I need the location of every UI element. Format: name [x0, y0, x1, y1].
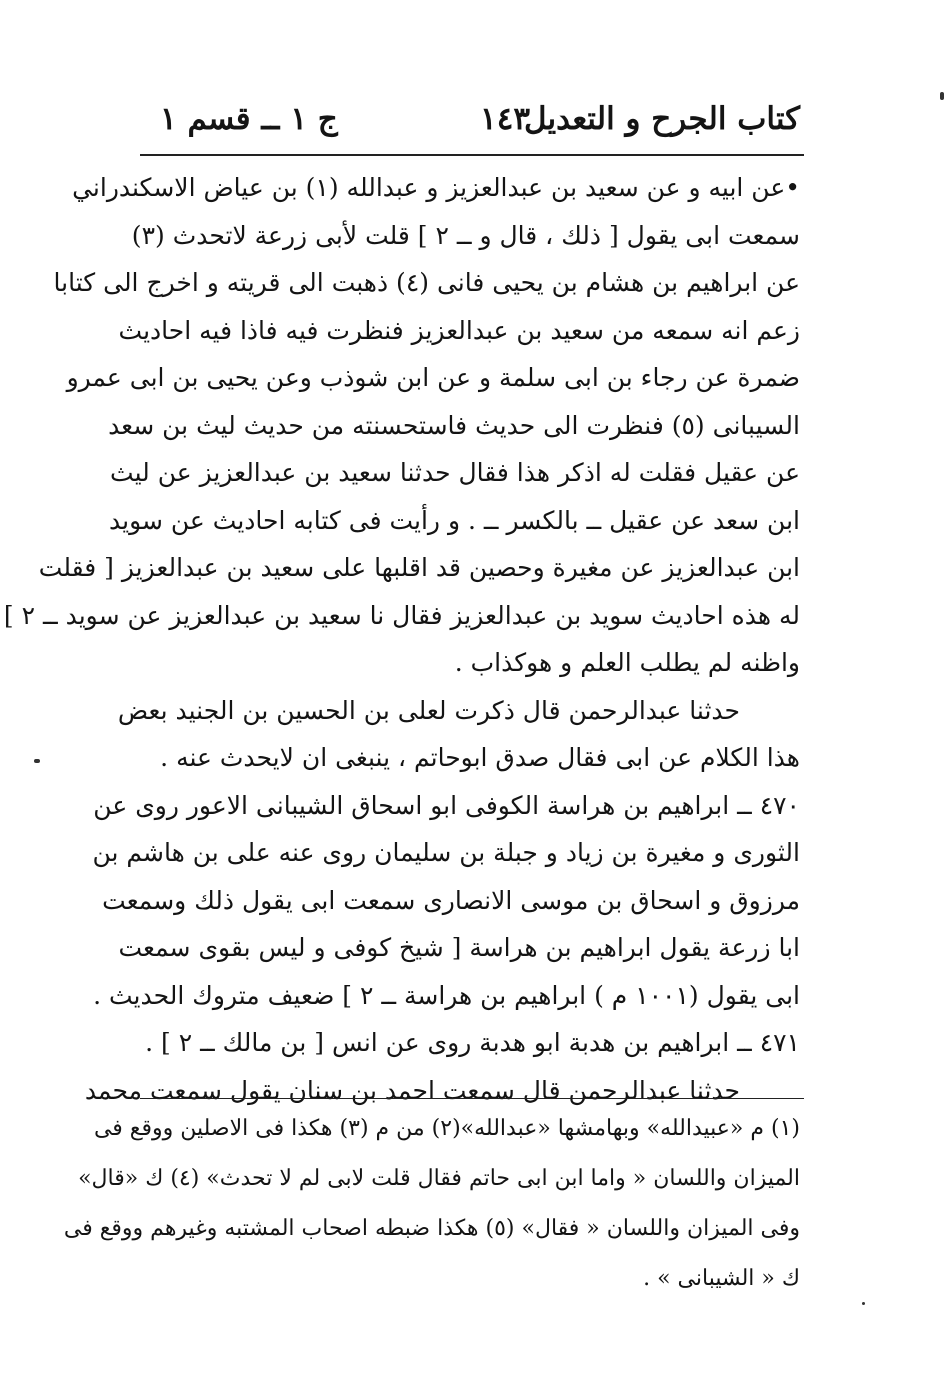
text-line: مرزوق و اسحاق بن موسى الانصارى سمعت ابى يقول ذلك وسمعت [102, 885, 800, 915]
footnotes [63, 1104, 800, 1304]
entry-line: ٤٧١ ــ ابراهيم بن هدبة ابو هدبة روى عن انس [ بن مالك ــ ٢ ] . [145, 1028, 800, 1057]
text-line: هذا الكلام عن ابى فقال صدق ابوحاتم ، ينبغى ان لايحدث عنه . [160, 743, 800, 772]
footnote-line: (١) م «عبيدالله» وبهامشها «عبدالله»(٢) من م (٣) هكذا فى الاصلين ووقع فى [93, 1116, 800, 1141]
footnote-line: وفى الميزان واللسان « فقال» (٥) هكذا ضبطه اصحاب المشتبه وغيرهم ووقع فى [63, 1216, 800, 1241]
entry-line: ٤٧٠ ــ ابراهيم بن هراسة الكوفى ابو اسحاق الشيبانى الاعور روى عن [93, 790, 800, 820]
text-line: زعم انه سمعه من سعيد بن عبدالعزيز فنظرت فيه فاذا فيه احاديث [118, 315, 800, 345]
footnote-rule [140, 1098, 804, 1099]
footnote-line: ك « الشيبانى » . [643, 1266, 800, 1291]
text-line: •عن ابيه و عن سعيد بن عبدالعزيز و عبدالله (١) بن عياض الاسكندراني [72, 173, 800, 202]
text-line: ابى يقول (١٠٠١ م ) ابراهيم بن هراسة ــ ٢ ] ضعيف متروك الحديث . [93, 980, 800, 1010]
text-line: ابن عبدالعزيز عن مغيرة وحصين قد اقلبها على سعيد بن عبدالعزيز [ فقلت [38, 553, 800, 582]
text-line: واظنه لم يطلب العلم و هوكذاب . [454, 648, 800, 677]
text-line: حدثنا عبدالرحمن قال ذكرت لعلى بن الحسين بن الجنيد بعض [117, 695, 740, 725]
page-number: ١٤٣ [480, 101, 530, 137]
text-line: سمعت ابى يقول [ ذلك ، قال و ــ ٢ ] قلت لأبى زرعة لاتحدث (٣) [131, 220, 800, 250]
text-line: ابن سعد عن عقيل ــ بالكسر ــ . و رأيت فى كتابه احاديث عن سويد [108, 505, 800, 535]
footnote-line: الميزان واللسان « واما ابن ابى حاتم فقال قلت لابى لم لا تحدث» (٤) ك «قال» [78, 1166, 800, 1191]
scan-speck [34, 759, 40, 763]
text-line: الثورى و مغيرة بن زياد و جبلة بن سليمان روى عنه على بن هاشم بن [92, 838, 800, 867]
text-line: ابا زرعة يقول ابراهيم بن هراسة [ شيخ كوفى و ليس بقوى سمعت [118, 933, 800, 962]
text-line: السيبانى (٥) فنظرت الى حديث فاستحسنته من حديث ليث بن سعد [108, 410, 800, 440]
text-line: عن ابراهيم بن هشام بن يحيى فانى (٤) ذهبت الى قريته و اخرج الى كتابا [53, 268, 800, 297]
volume-part-label: ج ١ ــ قسم ١ [160, 101, 338, 137]
header-rule [140, 154, 804, 156]
text-line: له هذه احاديث سويد بن عبدالعزيز فقال نا سعيد بن عبدالعزيز عن سويد ــ ٢ ] [3, 600, 800, 630]
scan-speck [862, 1302, 865, 1305]
scan-speck [940, 92, 944, 100]
text-line: حدثنا عبدالرحمن قال سمعت احمد بن سنان يقول سمعت محمد [84, 1075, 740, 1105]
text-line: ضمرة عن رجاء بن ابى سلمة و عن ابن شوذب وعن يحيى بن ابى عمرو [66, 363, 800, 392]
page-header [140, 96, 800, 146]
main-text [3, 164, 800, 1114]
text-line: عن عقيل فقلت له اذكر هذا فقال حدثنا سعيد بن عبدالعزيز عن ليث [110, 458, 800, 487]
running-title: كتاب الجرح و التعديل [523, 101, 800, 137]
